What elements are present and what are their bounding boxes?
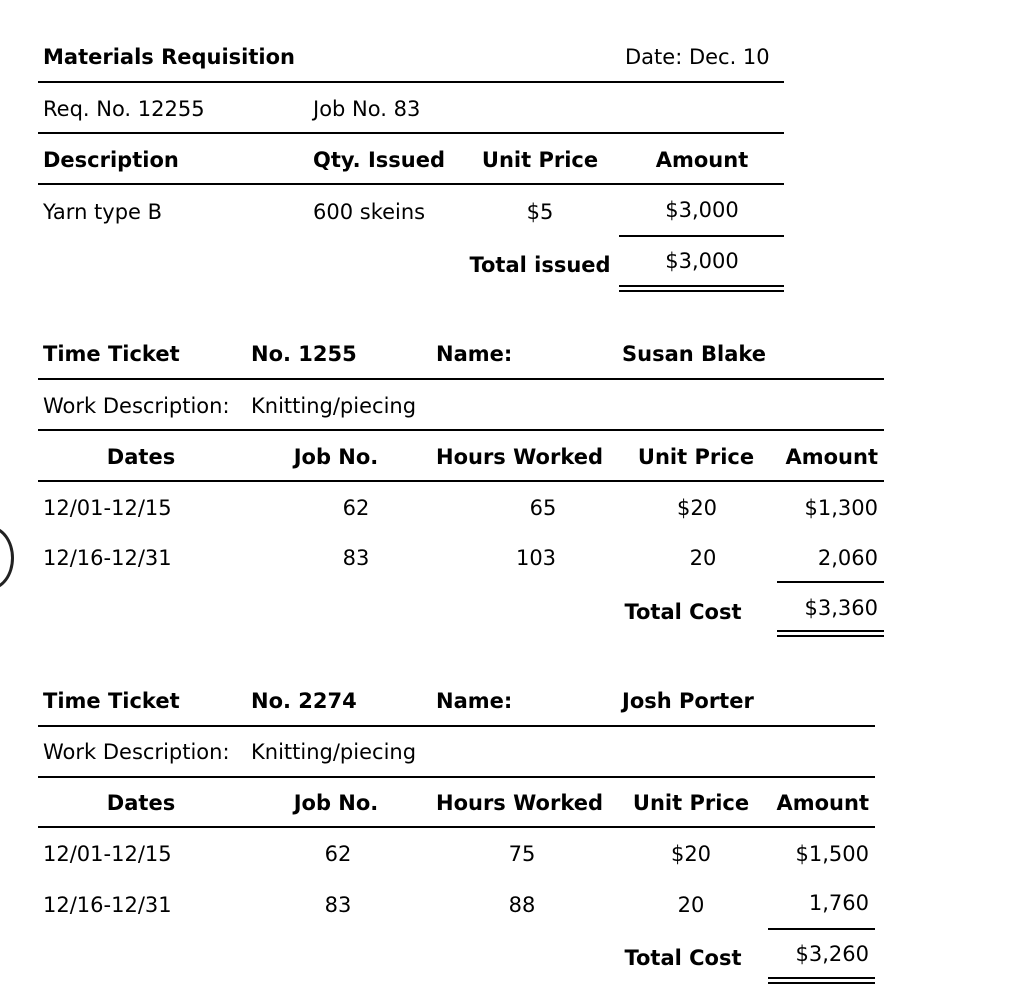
ticket-number: No. 2274: [251, 689, 357, 713]
header-amount: Amount: [785, 445, 878, 469]
row-unit-price: $20: [670, 842, 712, 866]
header-unit-price: Unit Price: [637, 445, 755, 469]
header-unit-price: Unit Price: [481, 148, 599, 172]
work-description-label: Work Description:: [43, 740, 230, 764]
row-hours: 88: [508, 893, 536, 917]
requisition-job-number: Job No. 83: [313, 97, 421, 121]
requisition-date: Date: Dec. 10: [625, 45, 770, 69]
header-dates: Dates: [106, 445, 176, 469]
subtotal-rule: [619, 235, 784, 237]
item-unit-price: $5: [526, 200, 554, 224]
row-dates: 12/16-12/31: [43, 546, 172, 570]
total-issued-label: Total issued: [469, 253, 611, 277]
item-qty: 600 skeins: [313, 200, 426, 224]
row-job-no: 62: [342, 496, 370, 520]
divider: [38, 826, 875, 828]
row-amount: $1,500: [795, 842, 869, 866]
row-hours: 65: [529, 496, 557, 520]
header-hours-worked: Hours Worked: [436, 791, 603, 815]
work-description: Knitting/piecing: [251, 740, 417, 764]
row-amount: $1,300: [804, 496, 878, 520]
total-double-rule: [619, 285, 784, 292]
row-amount: 2,060: [817, 546, 878, 570]
row-dates: 12/16-12/31: [43, 893, 172, 917]
total-issued-value: $3,000: [665, 249, 739, 273]
total-cost-value: $3,260: [795, 942, 869, 966]
header-description: Description: [43, 148, 179, 172]
header-job-no: Job No.: [293, 445, 379, 469]
ticket-name-label: Name:: [436, 689, 513, 713]
ticket-employee-name: Susan Blake: [622, 342, 767, 366]
row-amount: 1,760: [808, 891, 869, 915]
total-cost-label: Total Cost: [624, 600, 742, 624]
ticket-number: No. 1255: [251, 342, 357, 366]
divider: [38, 480, 884, 482]
item-description: Yarn type B: [43, 200, 163, 224]
work-description-label: Work Description:: [43, 394, 230, 418]
ticket-employee-name: Josh Porter: [622, 689, 754, 713]
divider: [38, 378, 884, 380]
requisition-number: Req. No. 12255: [43, 97, 205, 121]
ticket-name-label: Name:: [436, 342, 513, 366]
row-hours: 103: [515, 546, 557, 570]
row-dates: 12/01-12/15: [43, 496, 172, 520]
subtotal-rule: [777, 581, 884, 583]
divider: [38, 725, 875, 727]
row-unit-price: 20: [677, 893, 705, 917]
work-description: Knitting/piecing: [251, 394, 417, 418]
item-amount: $3,000: [665, 198, 739, 222]
divider: [38, 776, 875, 778]
header-job-no: Job No.: [293, 791, 379, 815]
header-qty-issued: Qty. Issued: [313, 148, 445, 172]
header-hours-worked: Hours Worked: [436, 445, 603, 469]
row-job-no: 62: [324, 842, 352, 866]
total-cost-label: Total Cost: [624, 946, 742, 970]
header-dates: Dates: [106, 791, 176, 815]
subtotal-rule: [768, 928, 875, 930]
row-dates: 12/01-12/15: [43, 842, 172, 866]
header-amount: Amount: [655, 148, 749, 172]
requisition-title: Materials Requisition: [43, 45, 295, 69]
total-double-rule: [768, 977, 875, 984]
row-job-no: 83: [342, 546, 370, 570]
ticket-title: Time Ticket: [43, 689, 180, 713]
row-job-no: 83: [324, 893, 352, 917]
row-unit-price: $20: [676, 496, 718, 520]
header-amount: Amount: [776, 791, 869, 815]
row-unit-price: 20: [689, 546, 717, 570]
divider: [38, 81, 784, 83]
ticket-title: Time Ticket: [43, 342, 180, 366]
row-hours: 75: [508, 842, 536, 866]
total-double-rule: [777, 630, 884, 637]
edge-circle-decoration: [0, 526, 14, 590]
divider: [38, 183, 784, 185]
total-cost-value: $3,360: [804, 596, 878, 620]
divider: [38, 132, 784, 134]
header-unit-price: Unit Price: [632, 791, 750, 815]
divider: [38, 429, 884, 431]
